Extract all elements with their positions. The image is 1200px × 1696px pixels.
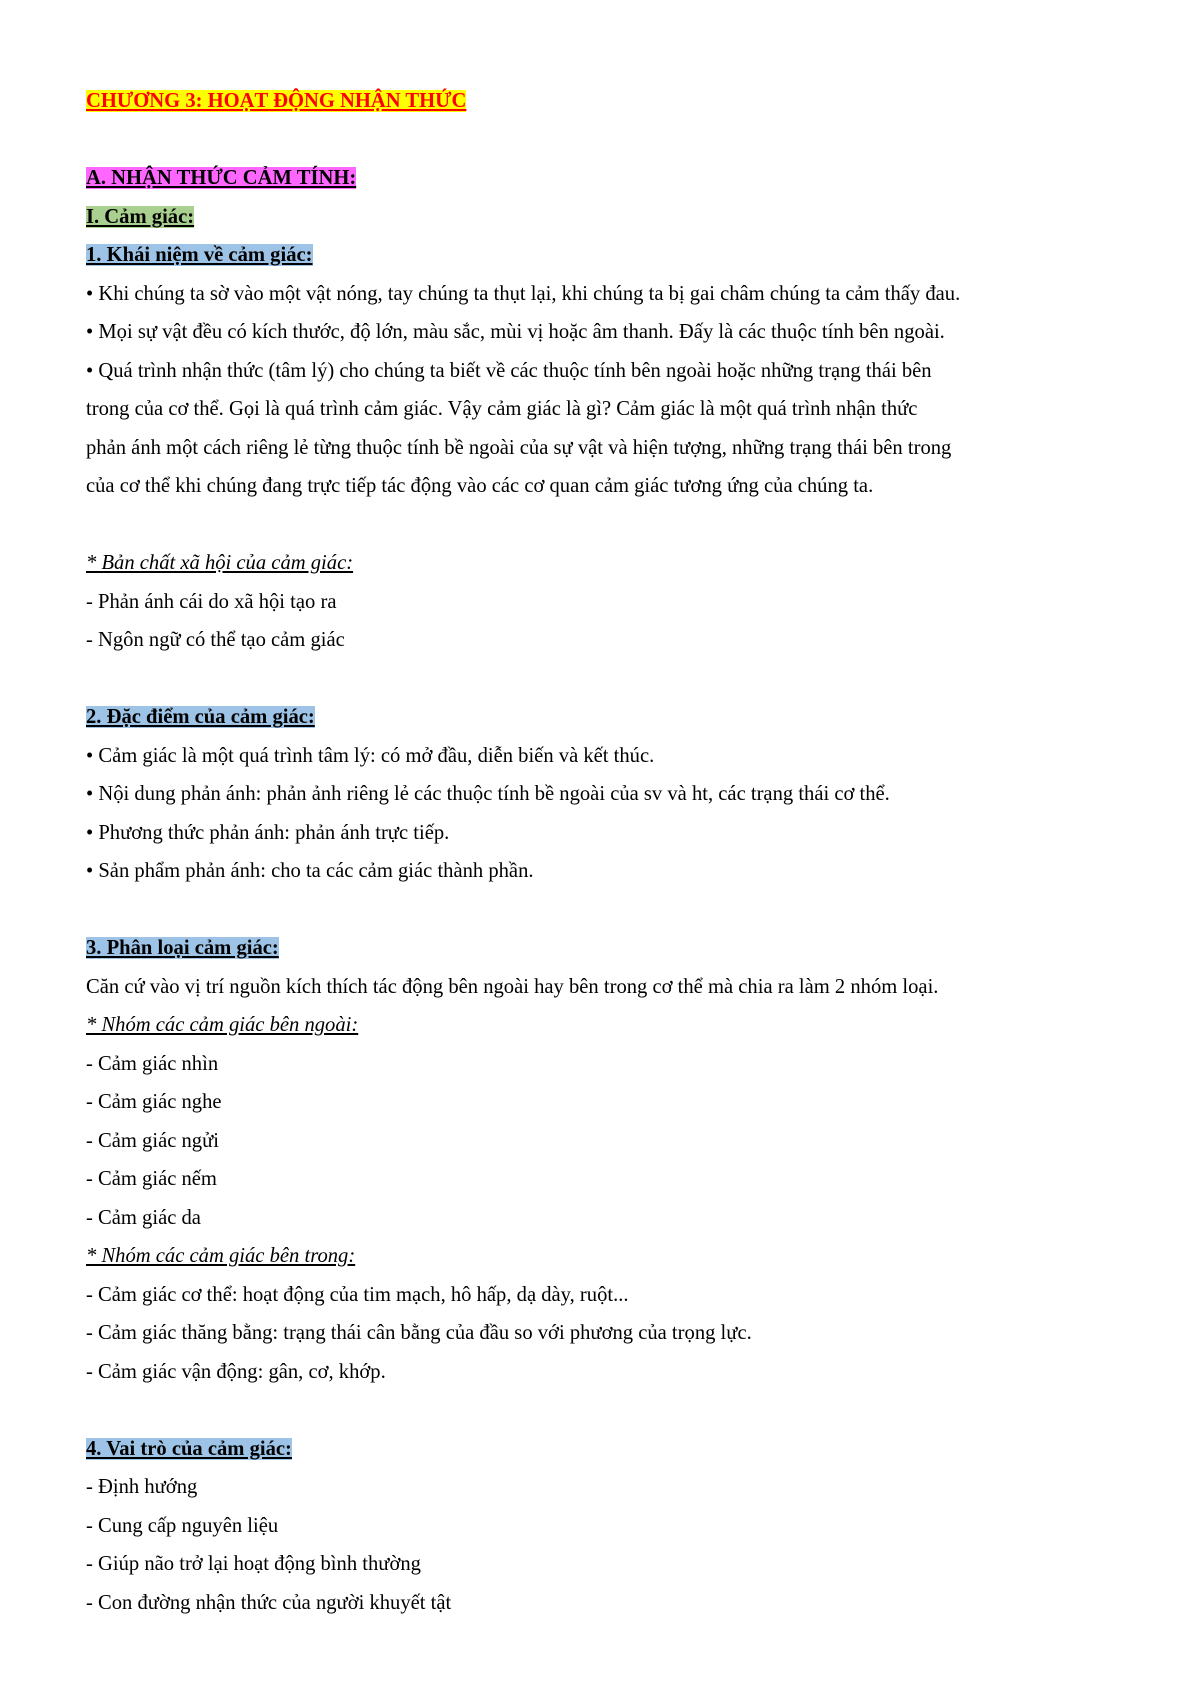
concept-bullet: • Mọi sự vật đều có kích thước, độ lớn, màu sắc, mùi vị hoặc âm thanh. Đấy là các thuộc tính bên ngoài. — [86, 321, 945, 343]
features-heading: 2. Đặc điểm của cảm giác: — [86, 706, 315, 728]
subheading-concept — [86, 236, 1126, 275]
section-a-label: A. NHẬN THỨC CẢM TÍNH: — [86, 167, 357, 189]
list-item: - Phản ánh cái do xã hội tạo ra — [86, 590, 337, 613]
list-item: - Cung cấp nguyên liệu — [86, 1514, 279, 1537]
section-heading-i — [86, 198, 1126, 237]
external-group-heading: * Nhóm các cảm giác bên ngoài: — [86, 1014, 359, 1036]
list-item: - Định hướng — [86, 1476, 198, 1498]
list-item: - Ngôn ngữ có thể tạo cảm giác — [86, 629, 345, 651]
list-item: - Cảm giác vận động: gân, cơ, khớp. — [86, 1360, 386, 1383]
spacer — [86, 1391, 1126, 1430]
subheading-role — [86, 1430, 1126, 1469]
list-item: - Cảm giác thăng bằng: trạng thái cân bằng của đầu so với phương của trọng lực. — [86, 1322, 752, 1344]
chapter-prefix: CHƯƠNG 3: — [86, 90, 203, 112]
list-item: - Cảm giác cơ thể: hoạt động của tim mạch, hô hấp, dạ dày, ruột... — [86, 1283, 629, 1306]
social-nature-heading: * Bản chất xã hội của cảm giác: — [86, 552, 354, 574]
spacer — [86, 891, 1126, 930]
section-i-label: I. Cảm giác: — [86, 205, 195, 228]
social-nature-heading-line — [86, 544, 1126, 583]
subheading-features — [86, 698, 1126, 737]
list-item: • Nội dung phản ánh: phản ảnh riêng lẻ các thuộc tính bề ngoài của sv và ht, các trạng thái cơ thể. — [86, 783, 890, 805]
concept-paragraph-line: của cơ thể khi chúng đang trực tiếp tác động vào các cơ quan cảm giác tương ứng của chúng ta. — [86, 475, 874, 497]
section-heading-a — [86, 159, 1126, 198]
classification-heading: 3. Phân loại cảm giác: — [86, 937, 279, 959]
chapter-title: HOẠT ĐỘNG NHẬN THỨC — [202, 90, 467, 112]
concept-heading: 1. Khái niệm về cảm giác: — [86, 244, 313, 266]
concept-paragraph-line: • Quá trình nhận thức (tâm lý) cho chúng ta biết về các thuộc tính bên ngoài hoặc những trạng thái bên — [86, 359, 932, 382]
concept-paragraph-line: trong của cơ thể. Gọi là quá trình cảm giác. Vậy cảm giác là gì? Cảm giác là một quá trình nhận thức — [86, 398, 918, 420]
classification-intro: Căn cứ vào vị trí nguồn kích thích tác động bên ngoài hay bên trong cơ thể mà chia ra làm 2 nhóm loại. — [86, 975, 939, 998]
concept-bullet: • Khi chúng ta sờ vào một vật nóng, tay chúng ta thụt lại, khi chúng ta bị gai châm chúng ta cảm thấy đau. — [86, 282, 961, 305]
spacer — [86, 121, 1126, 160]
list-item: - Cảm giác nghe — [86, 1091, 222, 1113]
internal-group-heading-line — [86, 1237, 1126, 1276]
spacer — [86, 506, 1126, 545]
list-item: - Cảm giác da — [86, 1206, 201, 1229]
list-item: - Con đường nhận thức của người khuyết tật — [86, 1591, 452, 1614]
list-item: - Cảm giác nếm — [86, 1168, 217, 1190]
list-item: - Giúp não trở lại hoạt động bình thường — [86, 1553, 421, 1575]
spacer — [86, 660, 1126, 699]
external-group-heading-line — [86, 1006, 1126, 1045]
internal-group-heading: * Nhóm các cảm giác bên trong: — [86, 1245, 356, 1267]
list-item: - Cảm giác nhìn — [86, 1052, 219, 1075]
list-item: - Cảm giác ngửi — [86, 1129, 219, 1152]
role-heading: 4. Vai trò của cảm giác: — [86, 1437, 292, 1460]
subheading-classification — [86, 929, 1126, 968]
concept-paragraph-line: phản ánh một cách riêng lẻ từng thuộc tính bề ngoài của sự vật và hiện tượng, những trạng thái bên trong — [86, 436, 952, 459]
document-page — [86, 82, 1126, 1622]
list-item: • Sản phẩm phản ánh: cho ta các cảm giác thành phần. — [86, 860, 534, 882]
list-item: • Cảm giác là một quá trình tâm lý: có mở đầu, diễn biến và kết thúc. — [86, 744, 655, 767]
list-item: • Phương thức phản ánh: phản ánh trực tiếp. — [86, 821, 450, 844]
chapter-heading — [86, 82, 1126, 121]
